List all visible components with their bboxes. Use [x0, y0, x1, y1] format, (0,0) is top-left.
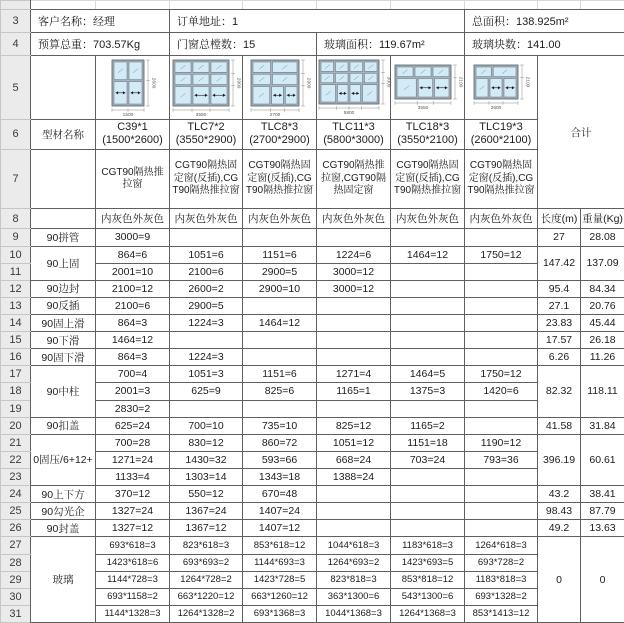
row-number[interactable]: 23: [1, 468, 31, 485]
data-cell[interactable]: 663*1220=12: [170, 588, 243, 605]
data-cell[interactable]: [465, 400, 538, 417]
row-number[interactable]: 6: [1, 119, 31, 149]
data-cell[interactable]: 1051=6: [170, 246, 243, 263]
data-cell[interactable]: [391, 468, 465, 485]
empty-cell[interactable]: [170, 1, 243, 10]
weight-total-cell[interactable]: 28.08: [581, 229, 624, 246]
cell-diagram[interactable]: [170, 56, 243, 119]
data-cell[interactable]: 1044*1368=3: [317, 605, 391, 622]
data-cell[interactable]: 864=3: [96, 314, 170, 331]
color-header-cell[interactable]: 内灰色外灰色: [96, 209, 170, 229]
budget-weight-cell[interactable]: 预算总重：703.57Kg: [31, 33, 170, 56]
profile-label-cell[interactable]: 90上下方: [31, 486, 96, 503]
table-row: [1, 486, 624, 503]
data-cell[interactable]: [391, 332, 465, 349]
total-area-cell[interactable]: 总面积：138.925m²: [465, 10, 624, 33]
data-cell[interactable]: 693*693=2: [170, 554, 243, 571]
row-number[interactable]: 27: [1, 537, 31, 554]
data-cell[interactable]: 2100=6: [96, 297, 170, 314]
data-cell[interactable]: 1327=12: [96, 520, 170, 537]
data-cell[interactable]: [465, 520, 538, 537]
product-desc-cell[interactable]: CGT90隔热推拉窗,CGT90隔热固定窗: [317, 149, 391, 208]
weight-total-cell[interactable]: 13.63: [581, 520, 624, 537]
data-cell[interactable]: [243, 229, 317, 246]
data-cell[interactable]: 693*1328=2: [465, 588, 538, 605]
row-number[interactable]: 8: [1, 209, 31, 229]
data-cell[interactable]: [391, 263, 465, 280]
data-cell[interactable]: 1144*693=3: [243, 554, 317, 571]
table-row: [1, 520, 624, 537]
data-cell[interactable]: 1264*1328=2: [170, 605, 243, 622]
row-number[interactable]: 14: [1, 314, 31, 331]
data-cell[interactable]: 1264*1368=3: [391, 605, 465, 622]
weight-total-cell[interactable]: 137.09: [581, 246, 624, 280]
data-cell[interactable]: [391, 229, 465, 246]
empty-cell[interactable]: [31, 1, 96, 10]
data-cell[interactable]: [317, 400, 391, 417]
data-cell[interactable]: [391, 486, 465, 503]
empty-cell[interactable]: [31, 149, 96, 208]
data-cell[interactable]: 1423*618=6: [96, 554, 170, 571]
data-cell[interactable]: 1430=32: [170, 451, 243, 468]
info-row-1: [1, 10, 624, 33]
product-desc-cell[interactable]: CGT90隔热推拉窗: [96, 149, 170, 208]
profile-label-cell[interactable]: 90上固: [31, 246, 96, 280]
data-cell[interactable]: 2001=3: [96, 383, 170, 400]
data-cell[interactable]: 2900=5: [170, 297, 243, 314]
data-cell[interactable]: 693*1158=2: [96, 588, 170, 605]
data-cell[interactable]: 2001=10: [96, 263, 170, 280]
length-total-cell[interactable]: 98.43: [538, 503, 581, 520]
weight-total-cell[interactable]: 87.79: [581, 503, 624, 520]
data-cell[interactable]: 825=12: [317, 417, 391, 434]
product-desc-cell[interactable]: CGT90隔热固定窗(反插),CGT90隔热推拉窗: [391, 149, 465, 208]
product-desc-cell[interactable]: CGT90隔热固定窗(反插),CGT90隔热推拉窗: [243, 149, 317, 208]
table-row: [1, 229, 624, 246]
row-number[interactable]: 24: [1, 486, 31, 503]
data-cell[interactable]: 363*1300=6: [317, 588, 391, 605]
data-cell[interactable]: 1044*618=3: [317, 537, 391, 554]
svg-text:3550: 3550: [195, 112, 207, 118]
data-cell[interactable]: 1151=18: [391, 434, 465, 451]
profile-label-cell[interactable]: 90反插: [31, 297, 96, 314]
data-cell[interactable]: 1375=3: [391, 383, 465, 400]
window-diagram-tlc7: [170, 58, 242, 118]
weight-total-cell[interactable]: 118.11: [581, 366, 624, 417]
data-cell[interactable]: 1303=14: [170, 468, 243, 485]
data-cell[interactable]: [243, 297, 317, 314]
row-number[interactable]: 4: [1, 33, 31, 56]
data-cell[interactable]: 693*1368=3: [243, 605, 317, 622]
data-cell[interactable]: 1388=24: [317, 468, 391, 485]
cell-diagram[interactable]: [391, 56, 465, 119]
data-cell[interactable]: 1420=6: [465, 383, 538, 400]
color-header-cell[interactable]: 内灰色外灰色: [317, 209, 391, 229]
row-number[interactable]: 29: [1, 571, 31, 588]
data-cell[interactable]: 2900=10: [243, 280, 317, 297]
row-number[interactable]: 3: [1, 10, 31, 33]
customer-name-cell[interactable]: 客户名称：经理: [31, 10, 170, 33]
data-cell[interactable]: 700=10: [170, 417, 243, 434]
data-cell[interactable]: 593=66: [243, 451, 317, 468]
cell-diagram[interactable]: [243, 56, 317, 119]
data-cell[interactable]: 1264*693=2: [317, 554, 391, 571]
window-diagram-tlc11: [317, 58, 390, 118]
data-cell[interactable]: 700=4: [96, 366, 170, 383]
data-cell[interactable]: [465, 297, 538, 314]
data-cell[interactable]: [317, 520, 391, 537]
svg-text:3000: 3000: [385, 76, 390, 87]
data-cell[interactable]: 1464=12: [243, 314, 317, 331]
data-cell[interactable]: [317, 349, 391, 366]
data-cell[interactable]: 1464=12: [96, 332, 170, 349]
total-header-cell[interactable]: 合计: [538, 56, 624, 209]
data-cell[interactable]: [317, 314, 391, 331]
color-header-row: [1, 209, 624, 229]
profile-label-cell[interactable]: 玻璃: [31, 537, 96, 623]
svg-text:2900: 2900: [305, 77, 310, 88]
row-number[interactable]: 19: [1, 400, 31, 417]
weight-total-cell[interactable]: 60.61: [581, 434, 624, 485]
data-cell[interactable]: 823*618=3: [170, 537, 243, 554]
profile-label-cell[interactable]: 90拼管: [31, 229, 96, 246]
glass-count-cell[interactable]: 玻璃块数：141.00: [465, 33, 624, 56]
data-cell[interactable]: 2100=6: [170, 263, 243, 280]
data-cell[interactable]: 1343=18: [243, 468, 317, 485]
partial-top-row: [1, 1, 624, 10]
weight-total-cell[interactable]: 20.76: [581, 297, 624, 314]
data-cell[interactable]: 1750=12: [465, 366, 538, 383]
data-cell[interactable]: [317, 332, 391, 349]
data-cell[interactable]: 825=6: [243, 383, 317, 400]
data-cell[interactable]: 1464=5: [391, 366, 465, 383]
data-cell[interactable]: [170, 400, 243, 417]
data-cell[interactable]: 550=12: [170, 486, 243, 503]
data-cell[interactable]: 1165=2: [391, 417, 465, 434]
row-number[interactable]: 16: [1, 349, 31, 366]
data-cell[interactable]: 1151=6: [243, 366, 317, 383]
cell-diagram[interactable]: [317, 56, 391, 119]
data-cell[interactable]: 1407=24: [243, 503, 317, 520]
row-number[interactable]: 18: [1, 383, 31, 400]
profile-label-cell[interactable]: 90固下滑: [31, 349, 96, 366]
product-code-cell[interactable]: TLC11*3 (5800*3000): [317, 119, 391, 149]
data-cell[interactable]: 1224=3: [170, 314, 243, 331]
length-total-cell[interactable]: 17.57: [538, 332, 581, 349]
data-cell[interactable]: 1224=6: [317, 246, 391, 263]
row-number[interactable]: 31: [1, 605, 31, 622]
product-code-cell[interactable]: TLC19*3 (2600*2100): [465, 119, 538, 149]
data-cell[interactable]: 3000=12: [317, 280, 391, 297]
info-row-2: [1, 33, 624, 56]
data-cell[interactable]: [465, 486, 538, 503]
weight-total-cell[interactable]: 31.84: [581, 417, 624, 434]
data-cell[interactable]: 1144*1328=3: [96, 605, 170, 622]
data-cell[interactable]: 2900=5: [243, 263, 317, 280]
data-cell[interactable]: 1165=1: [317, 383, 391, 400]
data-cell[interactable]: [317, 297, 391, 314]
data-cell[interactable]: 1464=12: [391, 246, 465, 263]
data-cell[interactable]: 1367=24: [170, 503, 243, 520]
row-number[interactable]: 10: [1, 246, 31, 263]
data-cell[interactable]: 853*818=12: [391, 571, 465, 588]
length-total-cell[interactable]: 23.83: [538, 314, 581, 331]
window-diagram-c39: [96, 58, 169, 118]
data-cell[interactable]: 793=36: [465, 451, 538, 468]
table-row: [1, 297, 624, 314]
product-desc-row: [1, 149, 624, 208]
diagram-row: [1, 56, 624, 119]
row-number[interactable]: 15: [1, 332, 31, 349]
data-cell[interactable]: [317, 486, 391, 503]
data-cell[interactable]: 1423*693=5: [391, 554, 465, 571]
color-header-cell[interactable]: 内灰色外灰色: [243, 209, 317, 229]
length-total-cell[interactable]: 396.19: [538, 434, 581, 485]
data-cell[interactable]: 1750=12: [465, 246, 538, 263]
svg-text:2700: 2700: [269, 112, 280, 118]
data-cell[interactable]: [170, 332, 243, 349]
data-cell[interactable]: 693*728=2: [465, 554, 538, 571]
empty-cell[interactable]: [538, 1, 581, 10]
data-cell[interactable]: 1151=6: [243, 246, 317, 263]
glass-area-cell[interactable]: 玻璃面积：119.67m²: [317, 33, 465, 56]
length-total-cell[interactable]: 82.32: [538, 366, 581, 417]
empty-cell[interactable]: [96, 1, 170, 10]
cell-diagram[interactable]: [96, 56, 170, 119]
profile-label-cell[interactable]: 90中柱: [31, 366, 96, 417]
svg-text:5800: 5800: [343, 110, 354, 116]
length-total-cell[interactable]: 147.42: [538, 246, 581, 280]
data-cell[interactable]: 625=9: [170, 383, 243, 400]
length-header-cell[interactable]: 长度(m): [538, 209, 581, 229]
order-address-cell[interactable]: 订单地址：1: [170, 10, 465, 33]
length-total-cell[interactable]: 6.26: [538, 349, 581, 366]
data-cell[interactable]: 693*618=3: [96, 537, 170, 554]
product-code-row: [1, 119, 624, 149]
data-cell[interactable]: [465, 263, 538, 280]
row-number[interactable]: 30: [1, 588, 31, 605]
data-cell[interactable]: [391, 297, 465, 314]
row-number[interactable]: 21: [1, 434, 31, 451]
weight-total-cell[interactable]: 26.18: [581, 332, 624, 349]
data-cell[interactable]: 2100=12: [96, 280, 170, 297]
profile-label-cell[interactable]: 90封盖: [31, 520, 96, 537]
svg-text:2100: 2100: [524, 76, 530, 87]
row-number[interactable]: 26: [1, 520, 31, 537]
data-cell[interactable]: [391, 349, 465, 366]
profile-name-header[interactable]: 型材名称: [31, 119, 96, 149]
data-cell[interactable]: 1423*728=5: [243, 571, 317, 588]
empty-cell[interactable]: [317, 1, 391, 10]
row-number[interactable]: 20: [1, 417, 31, 434]
data-cell[interactable]: 1133=4: [96, 468, 170, 485]
data-cell[interactable]: [243, 332, 317, 349]
data-cell[interactable]: 1183*618=3: [391, 537, 465, 554]
empty-cell[interactable]: [31, 209, 96, 229]
data-cell[interactable]: 668=24: [317, 451, 391, 468]
data-cell[interactable]: [465, 417, 538, 434]
data-cell[interactable]: 370=12: [96, 486, 170, 503]
row-number[interactable]: [1, 1, 31, 10]
cell-diagram[interactable]: [465, 56, 538, 119]
data-cell[interactable]: [465, 503, 538, 520]
table-row: [1, 503, 624, 520]
length-total-cell[interactable]: 0: [538, 537, 581, 623]
row-number[interactable]: 12: [1, 280, 31, 297]
data-cell[interactable]: [243, 349, 317, 366]
data-cell[interactable]: 1407=12: [243, 520, 317, 537]
color-header-cell[interactable]: 内灰色外灰色: [170, 209, 243, 229]
product-code-cell[interactable]: TLC18*3 (3550*2100): [391, 119, 465, 149]
empty-cell[interactable]: [243, 1, 317, 10]
data-cell[interactable]: [317, 229, 391, 246]
data-cell[interactable]: 860=72: [243, 434, 317, 451]
data-cell[interactable]: 543*1300=6: [391, 588, 465, 605]
data-cell[interactable]: [465, 280, 538, 297]
data-cell[interactable]: 3000=12: [317, 263, 391, 280]
data-cell[interactable]: 3000=9: [96, 229, 170, 246]
svg-text:2600: 2600: [150, 77, 155, 88]
product-desc-cell[interactable]: CGT90隔热固定窗(反插),CGT90隔热推拉窗: [170, 149, 243, 208]
row-number[interactable]: 17: [1, 366, 31, 383]
data-cell[interactable]: 1051=12: [317, 434, 391, 451]
profile-label-cell[interactable]: 90下滑: [31, 332, 96, 349]
data-cell[interactable]: 1224=3: [170, 349, 243, 366]
data-cell[interactable]: 670=48: [243, 486, 317, 503]
svg-text:2100: 2100: [457, 76, 462, 87]
data-cell[interactable]: 1144*728=3: [96, 571, 170, 588]
profile-label-cell[interactable]: 90勾光企: [31, 503, 96, 520]
length-total-cell[interactable]: 27.1: [538, 297, 581, 314]
data-cell[interactable]: 1327=24: [96, 503, 170, 520]
data-cell[interactable]: 1264*618=3: [465, 537, 538, 554]
data-cell[interactable]: [465, 332, 538, 349]
window-count-cell[interactable]: 门窗总樘数：15: [170, 33, 317, 56]
data-cell[interactable]: 1367=12: [170, 520, 243, 537]
window-diagram-tlc19: [465, 58, 537, 118]
profile-label-cell[interactable]: 90边封: [31, 280, 96, 297]
product-desc-cell[interactable]: CGT90隔热固定窗(反插),CGT90隔热推拉窗: [465, 149, 538, 208]
data-cell[interactable]: 830=12: [170, 434, 243, 451]
row-number[interactable]: 28: [1, 554, 31, 571]
data-cell[interactable]: [465, 468, 538, 485]
data-cell[interactable]: 1271=4: [317, 366, 391, 383]
data-cell[interactable]: 1271=24: [96, 451, 170, 468]
window-diagram-tlc18: [391, 58, 464, 118]
data-cell[interactable]: 735=10: [243, 417, 317, 434]
color-header-cell[interactable]: 内灰色外灰色: [391, 209, 465, 229]
weight-total-cell[interactable]: 84.34: [581, 280, 624, 297]
empty-cell[interactable]: [391, 1, 465, 10]
table-row: [1, 332, 624, 349]
length-total-cell[interactable]: 95.4: [538, 280, 581, 297]
data-cell[interactable]: 1264*728=2: [170, 571, 243, 588]
table-row: [1, 434, 624, 451]
table-row: [1, 314, 624, 331]
svg-text:1500: 1500: [122, 112, 133, 118]
empty-cell[interactable]: [465, 1, 538, 10]
window-diagram-tlc8: [243, 58, 316, 118]
row-number[interactable]: 9: [1, 229, 31, 246]
profile-label-cell[interactable]: 90固上滑: [31, 314, 96, 331]
data-cell[interactable]: [391, 280, 465, 297]
profile-label-cell[interactable]: 90扣盖: [31, 417, 96, 434]
product-code-cell[interactable]: TLC7*2 (3550*2900): [170, 119, 243, 149]
table-row: [1, 246, 624, 263]
product-code-cell[interactable]: TLC8*3 (2700*2900): [243, 119, 317, 149]
table-row: [1, 349, 624, 366]
data-cell[interactable]: 663*1260=12: [243, 588, 317, 605]
table-row: [1, 366, 624, 383]
data-cell[interactable]: 1183*818=3: [465, 571, 538, 588]
row-number[interactable]: 5: [1, 56, 31, 119]
table-row: [1, 537, 624, 554]
data-cell[interactable]: [391, 400, 465, 417]
row-number[interactable]: 11: [1, 263, 31, 280]
data-cell[interactable]: 823*818=3: [317, 571, 391, 588]
weight-header-cell[interactable]: 重量(Kg): [581, 209, 624, 229]
data-cell[interactable]: [465, 229, 538, 246]
data-cell[interactable]: 2830=2: [96, 400, 170, 417]
length-total-cell[interactable]: 27: [538, 229, 581, 246]
table-row: [1, 417, 624, 434]
data-cell[interactable]: [391, 314, 465, 331]
data-cell[interactable]: 853*618=12: [243, 537, 317, 554]
product-code-cell[interactable]: C39*1 (1500*2600): [96, 119, 170, 149]
svg-text:3550: 3550: [417, 105, 428, 111]
data-cell[interactable]: [243, 400, 317, 417]
weight-total-cell[interactable]: 38.41: [581, 486, 624, 503]
data-cell[interactable]: 864=3: [96, 349, 170, 366]
data-cell[interactable]: [170, 229, 243, 246]
data-cell[interactable]: 703=24: [391, 451, 465, 468]
data-cell[interactable]: [391, 503, 465, 520]
table-row: [1, 280, 624, 297]
data-cell[interactable]: 625=24: [96, 417, 170, 434]
data-cell[interactable]: [317, 503, 391, 520]
length-total-cell[interactable]: 49.2: [538, 520, 581, 537]
row-number[interactable]: 22: [1, 451, 31, 468]
svg-text:2600: 2600: [490, 105, 502, 111]
data-cell[interactable]: 1190=12: [465, 434, 538, 451]
row-number[interactable]: 7: [1, 149, 31, 208]
data-cell[interactable]: [391, 520, 465, 537]
row-number[interactable]: 25: [1, 503, 31, 520]
data-cell[interactable]: [465, 314, 538, 331]
data-cell[interactable]: 2600=2: [170, 280, 243, 297]
weight-total-cell[interactable]: 0: [581, 537, 624, 623]
profile-label-cell[interactable]: 0固压/6+12+: [31, 434, 96, 485]
data-cell[interactable]: 853*1413=12: [465, 605, 538, 622]
data-cell[interactable]: 700=28: [96, 434, 170, 451]
svg-text:2900: 2900: [235, 77, 241, 88]
data-cell[interactable]: 864=6: [96, 246, 170, 263]
row-number[interactable]: 13: [1, 297, 31, 314]
empty-cell[interactable]: [581, 1, 624, 10]
data-cell[interactable]: [465, 349, 538, 366]
weight-total-cell[interactable]: 11.26: [581, 349, 624, 366]
length-total-cell[interactable]: 43.2: [538, 486, 581, 503]
length-total-cell[interactable]: 41.58: [538, 417, 581, 434]
color-header-cell[interactable]: 内灰色外灰色: [465, 209, 538, 229]
data-cell[interactable]: 1051=3: [170, 366, 243, 383]
weight-total-cell[interactable]: 45.44: [581, 314, 624, 331]
empty-cell[interactable]: [31, 56, 96, 119]
